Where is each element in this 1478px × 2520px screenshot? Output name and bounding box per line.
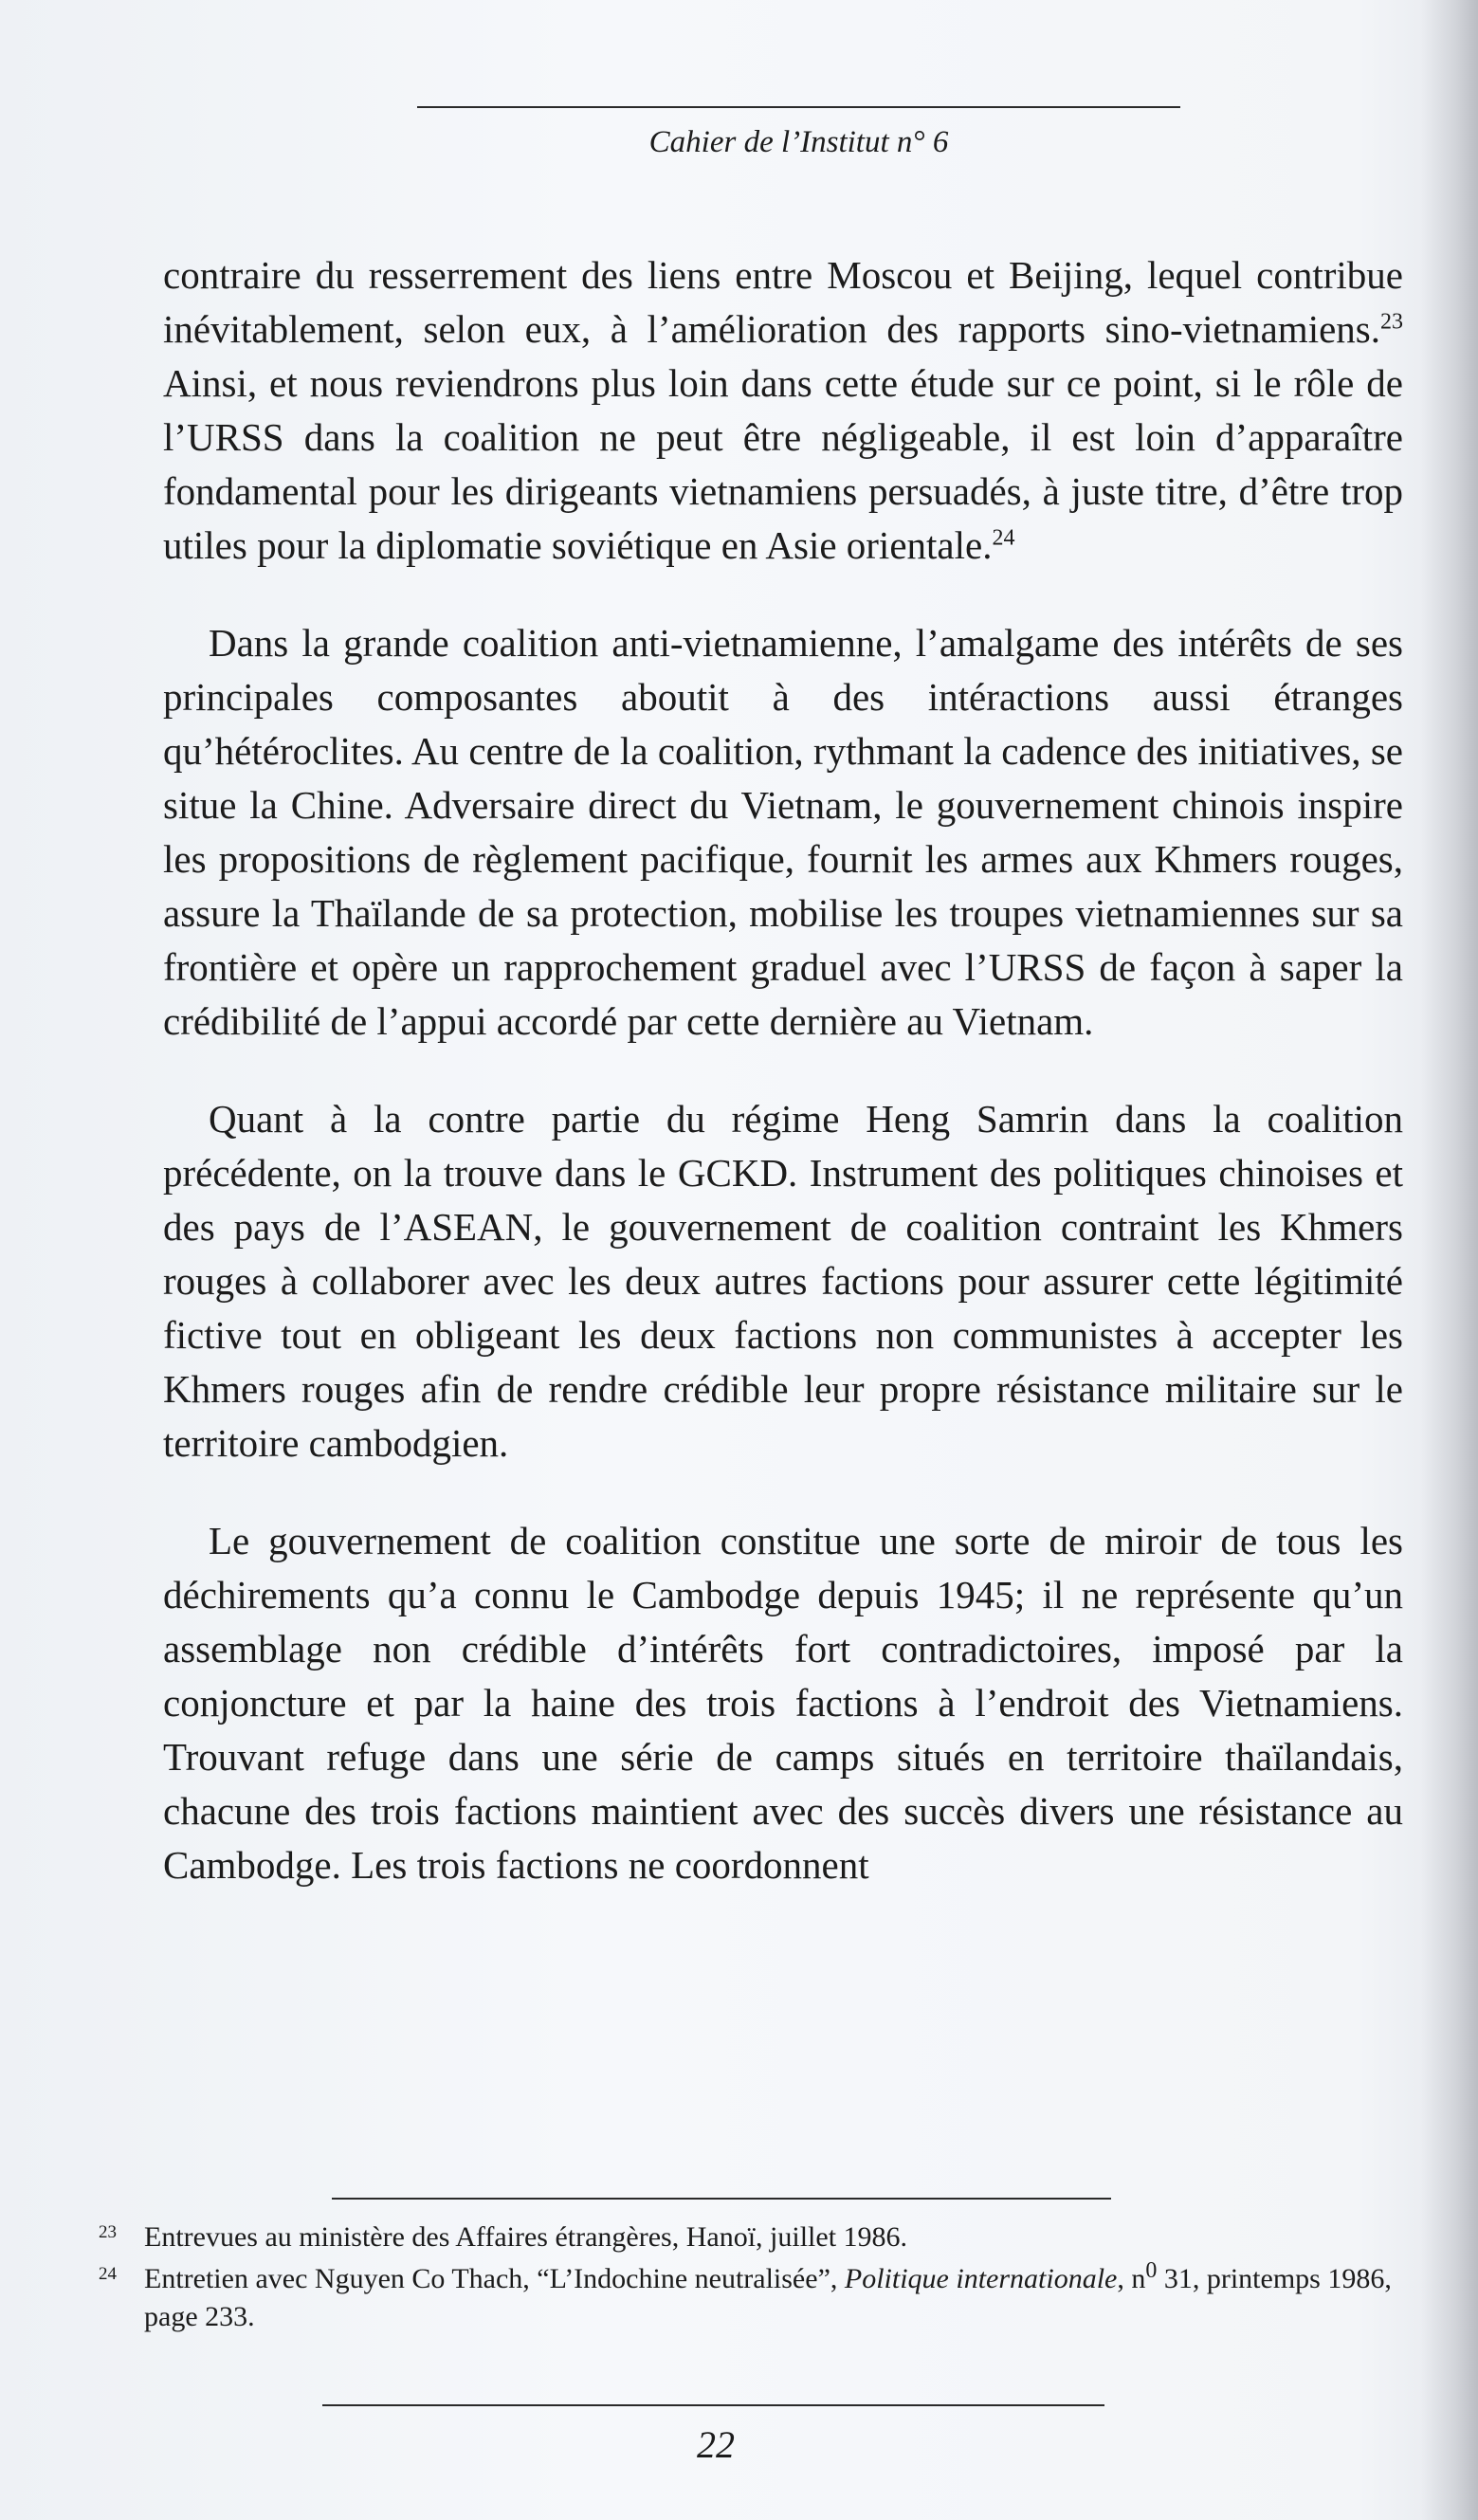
- page-edge-shadow: [1421, 0, 1478, 2520]
- paragraph-2: [163, 616, 1403, 1049]
- body-text: [163, 248, 1403, 1936]
- footnote-reference: 0: [1145, 2258, 1158, 2283]
- footnote-text: [144, 2260, 1416, 2336]
- paragraph-1: [163, 248, 1403, 573]
- footnote-23: [99, 2219, 1416, 2256]
- running-title: Cahier de l’Institut n° 6: [648, 125, 949, 159]
- text-run: Entretien avec Nguyen Co Thach, “L’Indochine neutralisée”,: [144, 2263, 845, 2294]
- footnote-rule: [332, 2198, 1111, 2200]
- text-run: Le gouvernement de coalition constitue une sorte de miroir de tous les déchirements qu’a connu le Cambodge depuis 1945; il ne représente qu’un assemblage non crédible d’intérêts fort contradictoires, imposé par la conjoncture et par la haine des trois factions à l’endroit des Vietnamiens. Trouvant refuge dans une série de camps situés en territoire thaïlandais, chacune des trois factions maintient avec des succès divers une résistance au Cambodge. Les trois factions ne coordonnent: [163, 1519, 1403, 1887]
- text-run: contraire du resserrement des liens entre Moscou et Beijing, lequel contribue inévitablement, selon eux, à l’amélioration des rapports sino-vietnamiens.: [163, 253, 1403, 351]
- footnote-24: [99, 2260, 1416, 2336]
- footnote-reference: 24: [992, 525, 1015, 551]
- footnote-number: 24: [99, 2264, 117, 2284]
- paragraph-3: [163, 1092, 1403, 1470]
- footnote-text: [144, 2219, 1416, 2256]
- italic-text: Politique internationale: [844, 2263, 1118, 2294]
- paragraph-4: [163, 1514, 1403, 1892]
- footnote-reference: 23: [1380, 309, 1403, 335]
- footnote-number: 23: [99, 2222, 117, 2242]
- page-number: 22: [697, 2423, 735, 2466]
- header-rule: [417, 106, 1180, 108]
- footnotes: [99, 2219, 1416, 2340]
- text-run: Quant à la contre partie du régime Heng Samrin dans la coalition précédente, on la trouve dans le GCKD. Instrument des politiques chinoises et des pays de l’ASEAN, le gouvernement de coalition contraint les Khmers rouges à collaborer avec les deux autres factions pour assurer cette légitimité fictive tout en obligeant les deux factions non communistes à accepter les Khmers rouges afin de rendre crédible leur propre résistance militaire sur le territoire cambodgien.: [163, 1097, 1403, 1465]
- footer-rule: [322, 2404, 1104, 2406]
- text-run: , n: [1117, 2263, 1146, 2294]
- text-run: Dans la grande coalition anti-vietnamienne, l’amalgame des intérêts de ses principales composantes aboutit à des intéractions aussi étranges qu’hétéroclites. Au centre de la coalition, rythmant la cadence des initiatives, se situe la Chine. Adversaire direct du Vietnam, le gouvernement chinois inspire les propositions de règlement pacifique, fournit les armes aux Khmers rouges, assure la Thaïlande de sa protection, mobilise les troupes vietnamiennes sur sa frontière et opère un rapprochement graduel avec l’URSS de façon à saper la crédibilité de l’appui accordé par cette dernière au Vietnam.: [163, 621, 1403, 1043]
- text-run: Entrevues au ministère des Affaires étrangères, Hanoï, juillet 1986.: [144, 2221, 908, 2253]
- text-run: Ainsi, et nous reviendrons plus loin dans cette étude sur ce point, si le rôle de l’URSS dans la coalition ne peut être négligeable, il est loin d’apparaître fondamental pour les dirigeants vietnamiens persuadés, à juste titre, d’être trop utiles pour la diplomatie soviétique en Asie orientale.: [163, 361, 1403, 567]
- text-run: 31, printemps 1986, page 233.: [144, 2263, 1392, 2332]
